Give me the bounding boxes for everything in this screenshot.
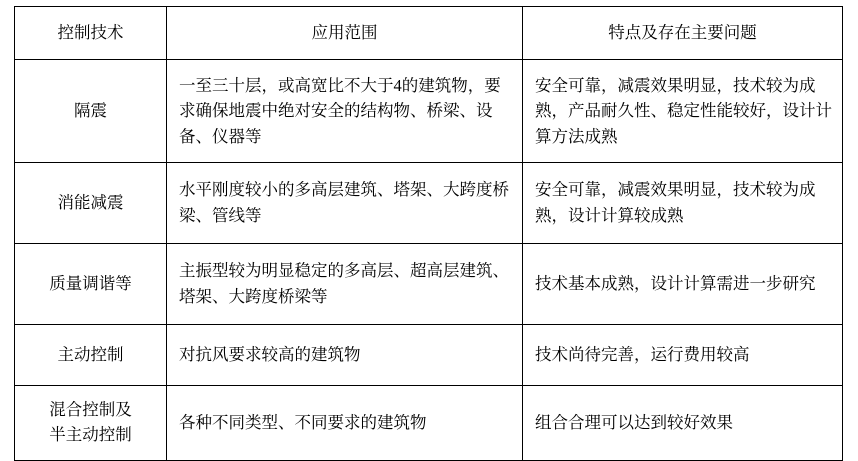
cell-technology — [15, 386, 167, 461]
table-row — [15, 163, 843, 244]
cell-scope: 一至三十层，或高宽比不大于4的建筑物，要求确保地震中绝对安全的结构物、桥梁、设备、仪器等 — [167, 60, 523, 163]
cell-technology: 隔震 — [15, 60, 167, 163]
column-header-features: 特点及存在主要问题 — [523, 7, 843, 60]
table-body — [15, 60, 843, 461]
table-row — [15, 244, 843, 325]
cell-scope: 对抗风要求较高的建筑物 — [167, 325, 523, 386]
column-header-technology: 控制技术 — [15, 7, 167, 60]
table-row — [15, 386, 843, 461]
cell-scope: 水平刚度较小的多高层建筑、塔架、大跨度桥梁、管线等 — [167, 163, 523, 244]
cell-scope: 各种不同类型、不同要求的建筑物 — [167, 386, 523, 461]
document-page — [0, 6, 858, 444]
cell-technology-line2: 半主动控制 — [49, 425, 132, 444]
cell-technology-line1: 混合控制及 — [49, 400, 132, 420]
cell-features: 技术尚待完善，运行费用较高 — [523, 325, 843, 386]
cell-features: 安全可靠，减震效果明显，技术较为成熟，设计计算较成熟 — [523, 163, 843, 244]
table-row — [15, 60, 843, 163]
cell-technology: 消能减震 — [15, 163, 167, 244]
cell-technology: 质量调谐等 — [15, 244, 167, 325]
cell-features: 组合合理可以达到较好效果 — [523, 386, 843, 461]
column-header-scope: 应用范围 — [167, 7, 523, 60]
table-row — [15, 325, 843, 386]
table-header-row — [15, 7, 843, 60]
table-header — [15, 7, 843, 60]
cell-technology: 主动控制 — [15, 325, 167, 386]
cell-features: 技术基本成熟，设计计算需进一步研究 — [523, 244, 843, 325]
control-technology-table — [14, 6, 843, 461]
cell-scope: 主振型较为明显稳定的多高层、超高层建筑、塔架、大跨度桥梁等 — [167, 244, 523, 325]
cell-features: 安全可靠，减震效果明显，技术较为成熟，产品耐久性、稳定性能较好，设计计算方法成熟 — [523, 60, 843, 163]
